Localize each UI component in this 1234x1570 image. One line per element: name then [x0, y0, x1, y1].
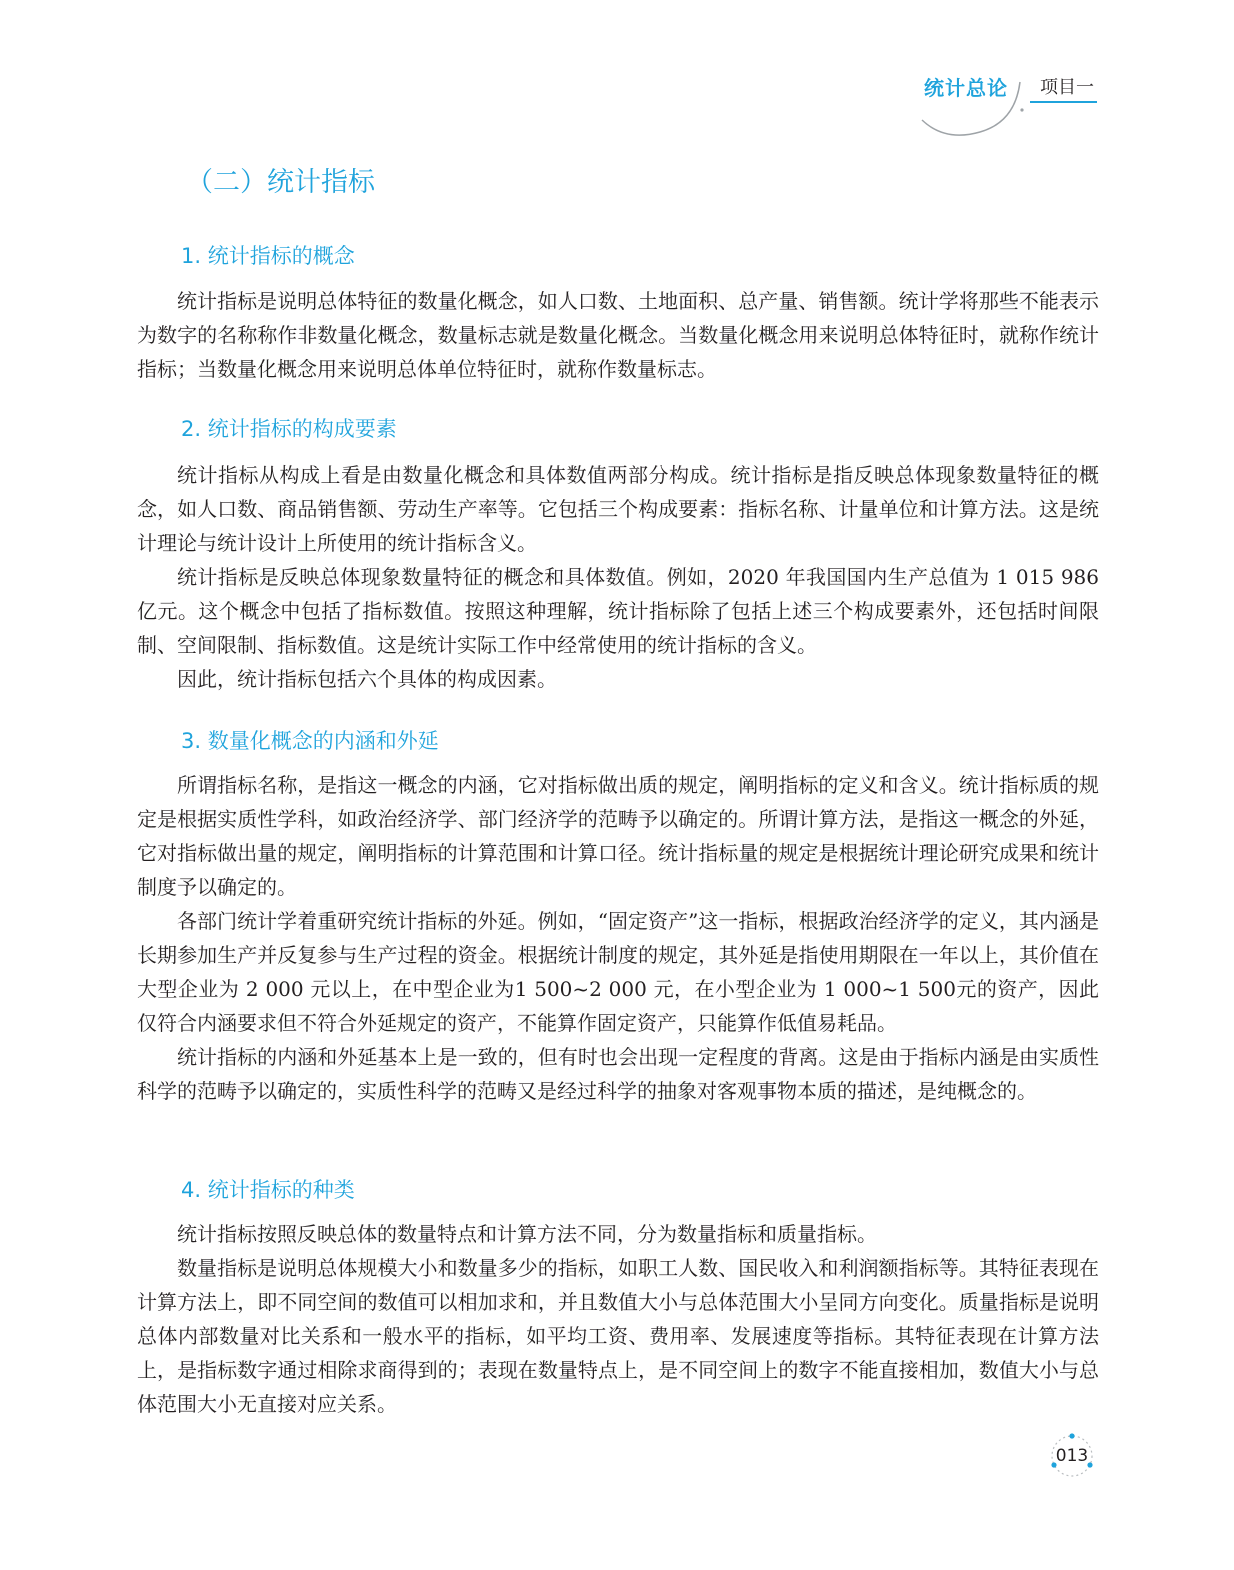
paragraph: 数量指标是说明总体规模大小和数量多少的指标，如职工人数、国民收入和利润额指标等。其特征表现在计算方法上，即不同空间的数值可以相加求和，并且数值大小与总体范围大小呈同方向变化。质量指标是说明总体内部数量对比关系和一般水平的指标，如平均工资、费用率、发展速度等指标。其特征表现在计算方法上，是指标数字通过相除求商得到的；表现在数量特点上，是不同空间上的数字不能直接相加，数值大小与总体范围大小无直接对应关系。 — [137, 1256, 1099, 1416]
subsection-heading: 4. 统计指标的种类 — [181, 1178, 355, 1202]
paragraph: 统计指标按照反映总体的数量特点和计算方法不同，分为数量指标和质量指标。 — [177, 1222, 877, 1246]
paragraph: 所谓指标名称，是指这一概念的内涵，它对指标做出质的规定，阐明指标的定义和含义。统计指标质的规定是根据实质性学科，如政治经济学、部门经济学的范畴予以确定的。所谓计算方法，是指这一概念的外延，它对指标做出量的规定，阐明指标的计算范围和计算口径。统计指标量的规定是根据统计理论研究成果和统计制度予以确定的。 — [137, 773, 1099, 899]
page-number: 013 — [1055, 1446, 1089, 1466]
paragraph: 统计指标是反映总体现象数量特征的概念和具体数值。例如，2020 年我国国内生产总值为 1 015 986 亿元。这个概念中包括了指标数值。按照这种理解，统计指标除了包括上述三个构成要素外，还包括时间限制、空间限制、指标数值。这是统计实际工作中经常使用的统计指标的含义。 — [137, 565, 1099, 657]
subsection-heading: 3. 数量化概念的内涵和外延 — [181, 729, 439, 753]
subsection-heading: 2. 统计指标的构成要素 — [181, 417, 397, 441]
section-title: （二）统计指标 — [186, 167, 375, 198]
project-label: 项目一 — [1040, 77, 1094, 98]
paragraph: 统计指标从构成上看是由数量化概念和具体数值两部分构成。统计指标是指反映总体现象数量特征的概念，如人口数、商品销售额、劳动生产率等。它包括三个构成要素：指标名称、计量单位和计算方法。这是统计理论与统计设计上所使用的统计指标含义。 — [137, 463, 1099, 555]
subsection-heading: 1. 统计指标的概念 — [181, 244, 355, 268]
paragraph: 因此，统计指标包括六个具体的构成因素。 — [177, 667, 557, 691]
running-header — [900, 60, 1110, 150]
paragraph: 统计指标的内涵和外延基本上是一致的，但有时也会出现一定程度的背离。这是由于指标内涵是由实质性科学的范畴予以确定的，实质性科学的范畴又是经过科学的抽象对客观事物本质的描述，是纯概念的。 — [137, 1045, 1099, 1103]
page-number-badge — [1046, 1430, 1098, 1482]
paragraph: 统计指标是说明总体特征的数量化概念，如人口数、土地面积、总产量、销售额。统计学将那些不能表示为数字的名称称作非数量化概念，数量标志就是数量化概念。当数量化概念用来说明总体特征时，就称作统计指标；当数量化概念用来说明总体单位特征时，就称作数量标志。 — [137, 289, 1099, 381]
chapter-title: 统计总论 — [924, 76, 1008, 100]
paragraph: 各部门统计学着重研究统计指标的外延。例如，“固定资产”这一指标，根据政治经济学的定义，其内涵是长期参加生产并反复参与生产过程的资金。根据统计制度的规定，其外延是指使用期限在一年以上，其价值在大型企业为 2 000 元以上，在中型企业为1 500~2 000 元，在小型企业为 1 000~1 500元的资产，因此仅符合内涵要求但不符合外延规定的资产，不能算作固定资产，只能算作低值易耗品。 — [137, 909, 1099, 1035]
